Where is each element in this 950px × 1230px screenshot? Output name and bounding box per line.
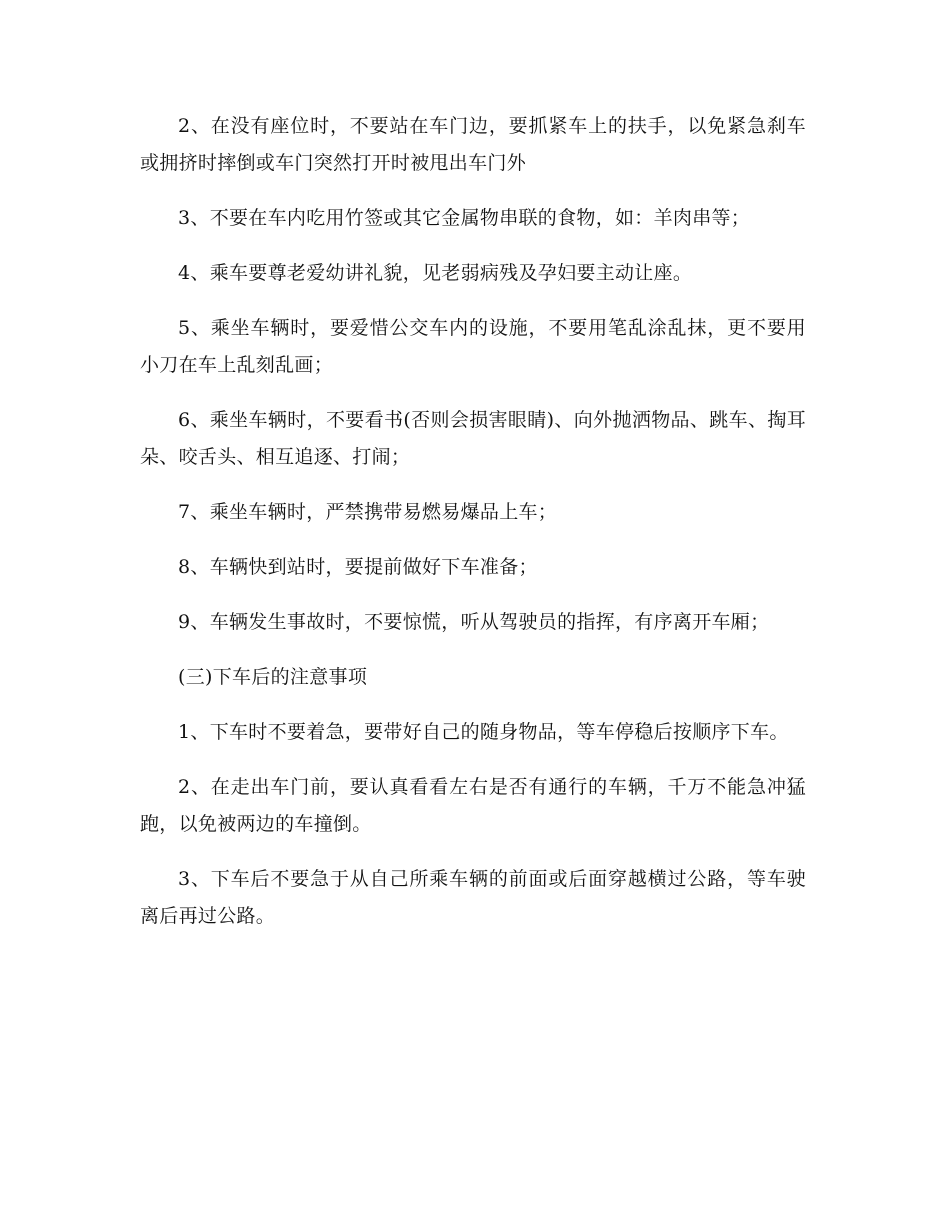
paragraph-item-5: 5、乘坐车辆时，要爱惜公交车内的设施，不要用笔乱涂乱抹，更不要用小刀在车上乱刻乱画；	[140, 317, 806, 376]
paragraph-after-3: 3、下车后不要急于从自己所乘车辆的前面或后面穿越横过公路，等车驶离后再过公路。	[140, 868, 806, 927]
paragraph-item-6: 6、乘坐车辆时，不要看书(否则会损害眼睛)、向外抛洒物品、跳车、掏耳朵、咬舌头、相互追逐、打闹；	[140, 409, 806, 468]
paragraph-item-2: 2、在没有座位时，不要站在车门边，要抓紧车上的扶手，以免紧急刹车或拥挤时摔倒或车门突然打开时被甩出车门外	[140, 115, 806, 174]
section-heading: (三)下车后的注意事项	[178, 666, 368, 688]
paragraph-item-9: 9、车辆发生事故时，不要惊慌，听从驾驶员的指挥，有序离开车厢；	[178, 611, 770, 633]
paragraph-item-8: 8、车辆快到站时，要提前做好下车准备；	[178, 556, 538, 578]
paragraph-item-3: 3、不要在车内吃用竹签或其它金属物串联的食物，如：羊肉串等；	[178, 207, 751, 229]
paragraph-after-1: 1、下车时不要着急，要带好自己的随身物品，等车停稳后按顺序下车。	[178, 721, 789, 743]
paragraph-after-2: 2、在走出车门前，要认真看看左右是否有通行的车辆，千万不能急冲猛跑，以免被两边的车撞倒。	[140, 776, 806, 835]
paragraph-item-7: 7、乘坐车辆时，严禁携带易燃易爆品上车；	[178, 501, 558, 523]
paragraph-item-4: 4、乘车要尊老爱幼讲礼貌，见老弱病残及孕妇要主动让座。	[178, 262, 693, 284]
document-body	[140, 108, 806, 953]
